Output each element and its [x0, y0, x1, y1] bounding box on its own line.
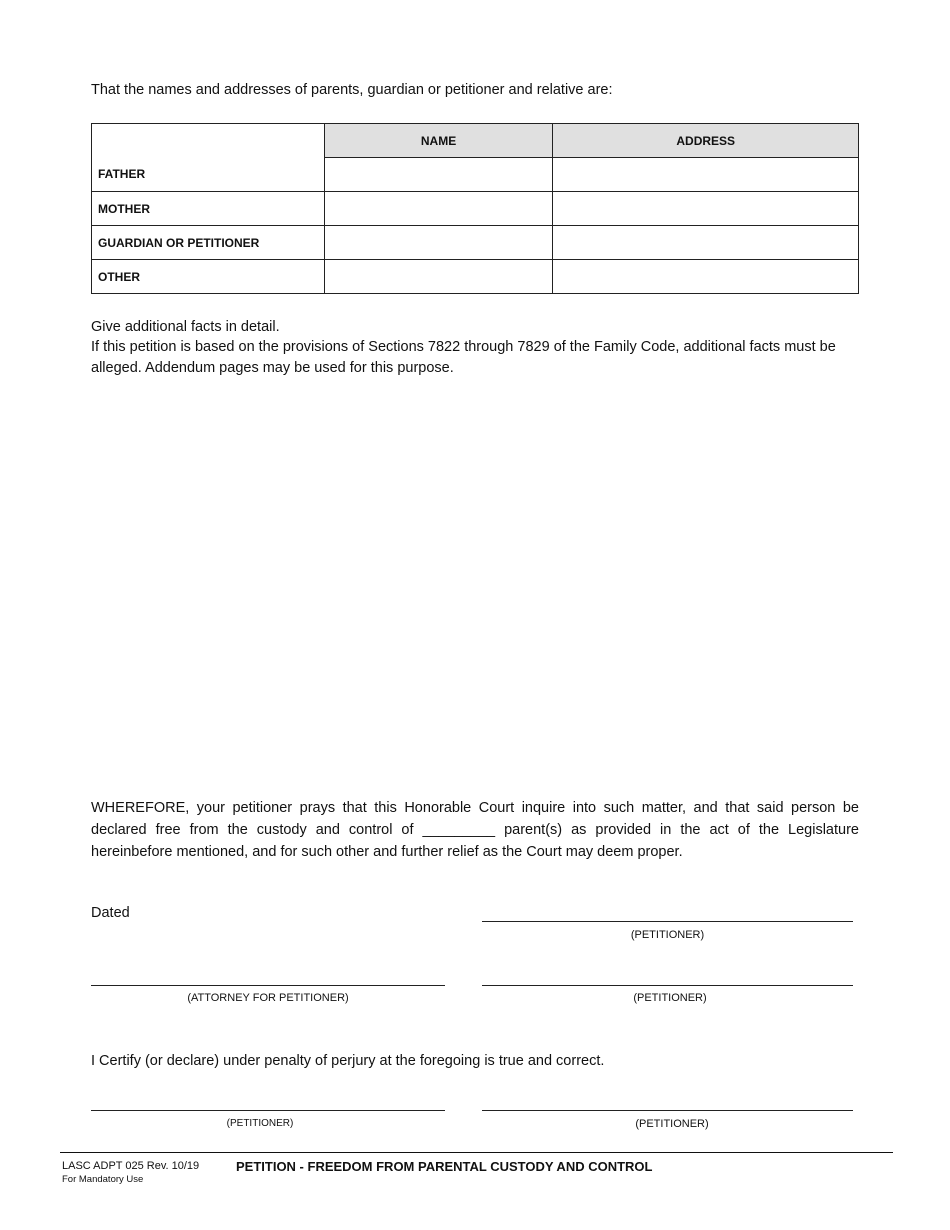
footer-divider	[60, 1152, 893, 1153]
dated-label: Dated	[91, 905, 130, 921]
father-address-cell[interactable]	[553, 158, 859, 192]
parents-table	[91, 123, 859, 294]
header-name: NAME	[324, 124, 553, 158]
guardian-address-cell[interactable]	[553, 226, 859, 260]
father-name-cell[interactable]	[324, 158, 553, 192]
attorney-signature-line[interactable]	[91, 985, 445, 986]
form-title: PETITION - FREEDOM FROM PARENTAL CUSTODY AND CONTROL	[236, 1159, 653, 1174]
row-label-father: FATHER	[92, 124, 325, 192]
row-label-mother: MOTHER	[92, 192, 325, 226]
facts-instructions: If this petition is based on the provisions of Sections 7822 through 7829 of the Family Code, additional facts must be alleged. Addendum pages may be used for this purpose.	[91, 339, 836, 376]
petitioner-caption-1: (PETITIONER)	[630, 929, 705, 941]
petitioner-signature-line-2[interactable]	[482, 985, 853, 986]
wherefore-paragraph: WHEREFORE, your petitioner prays that this Honorable Court inquire into such matter, and that said person be declared free from the custody and control of _________ parent(s) as provided in the act of the Legislature hereinbefore mentioned, and for such other and further relief as the Court may deem proper.	[91, 800, 859, 860]
mandatory-use: For Mandatory Use	[62, 1174, 144, 1185]
petitioner-caption-3: (PETITIONER)	[226, 1118, 294, 1129]
petitioner-signature-line-4[interactable]	[482, 1110, 853, 1111]
header-address: ADDRESS	[553, 124, 859, 158]
petitioner-signature-line-3[interactable]	[91, 1110, 445, 1111]
intro-text: That the names and addresses of parents, guardian or petitioner and relative are:	[91, 82, 613, 98]
row-label-other: OTHER	[92, 260, 325, 294]
petitioner-signature-line-1[interactable]	[482, 921, 853, 922]
form-number: LASC ADPT 025 Rev. 10/19	[62, 1160, 200, 1172]
certify-text: I Certify (or declare) under penalty of perjury at the foregoing is true and correct.	[91, 1053, 605, 1069]
row-label-guardian: GUARDIAN OR PETITIONER	[92, 226, 325, 260]
petitioner-caption-4: (PETITIONER)	[635, 1118, 709, 1130]
mother-address-cell[interactable]	[553, 192, 859, 226]
other-address-cell[interactable]	[553, 260, 859, 294]
petitioner-caption-2: (PETITIONER)	[633, 992, 707, 1004]
facts-heading: Give additional facts in detail.	[91, 319, 280, 335]
other-name-cell[interactable]	[324, 260, 553, 294]
attorney-caption: (ATTORNEY FOR PETITIONER)	[187, 992, 349, 1004]
guardian-name-cell[interactable]	[324, 226, 553, 260]
mother-name-cell[interactable]	[324, 192, 553, 226]
